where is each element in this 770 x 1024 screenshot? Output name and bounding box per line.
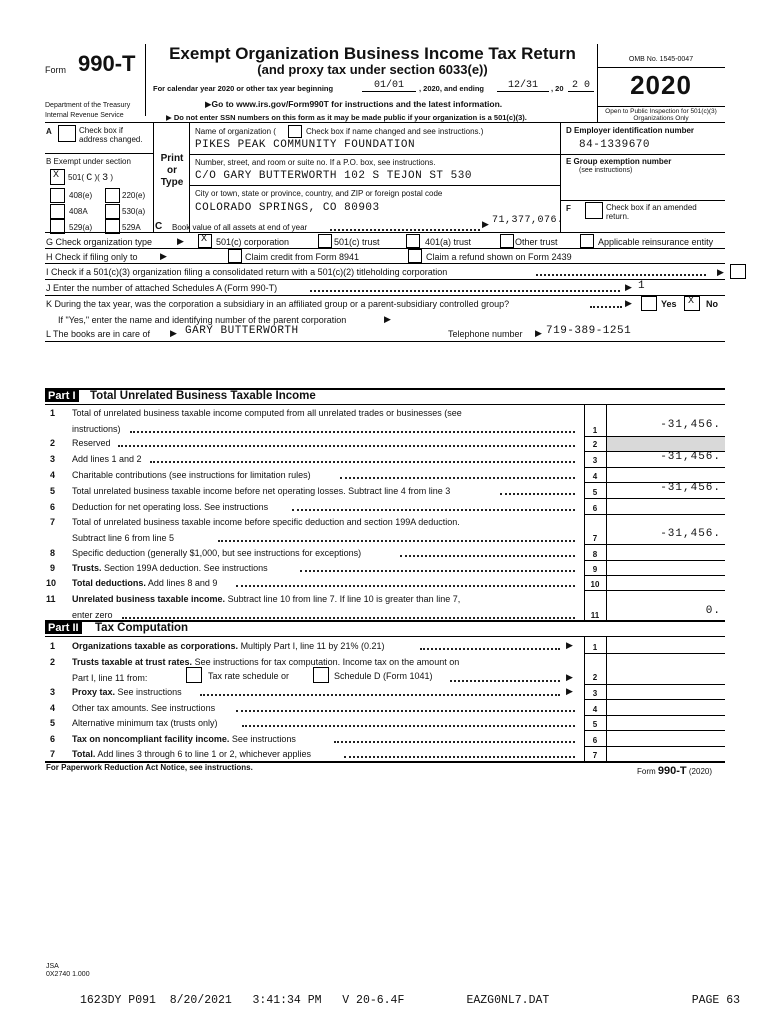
street-value: C/O GARY BUTTERWORTH 102 S TEJON ST 530 xyxy=(195,170,472,182)
name-changed-label: Check box if name changed and see instructions.) xyxy=(306,127,484,136)
p1-line-4-number: 4 xyxy=(50,470,56,480)
reinsurance-label: Applicable reinsurance entity xyxy=(598,237,714,247)
530a-label: 530(a) xyxy=(122,207,146,216)
open-to-public: Open to Public Inspection for 501(c)(3) Organizations Only xyxy=(605,108,717,122)
telephone-value: 719-389-1251 xyxy=(546,325,632,337)
p1-line-5-amount: -31,456. xyxy=(660,482,721,494)
other-trust-label: Other trust xyxy=(515,237,558,247)
p2-line-4-number: 4 xyxy=(50,703,56,713)
book-value: 71,377,076. xyxy=(492,215,564,226)
label-a: A xyxy=(46,127,52,136)
p2-line-7-number: 7 xyxy=(50,749,56,759)
p2-line-5-number: 5 xyxy=(50,718,56,728)
form-number: 990-T xyxy=(78,51,136,76)
page-number: PAGE 63 xyxy=(691,994,740,1007)
subsidiary-no-label: No xyxy=(706,299,718,309)
subsidiary-no-checkbox[interactable]: X xyxy=(684,296,700,311)
paperwork-notice: For Paperwork Reduction Act Notice, see instructions. xyxy=(46,763,253,772)
form-word: Form xyxy=(45,65,66,75)
label-c: C xyxy=(155,221,163,232)
p2-line-1-text: Organizations taxable as corporations. Multiply Part I, line 11 by 21% (0.21) xyxy=(72,641,385,651)
consolidated-return-checkbox[interactable] xyxy=(730,264,746,279)
jsa-label: JSA xyxy=(46,963,59,970)
p2-line-6-text: Tax on noncompliant facility income. See instructions xyxy=(72,734,296,744)
print-line: 1623DY P091 8/20/2021 3:41:34 PM V 20-6.4F EAZG0NL7.DAT xyxy=(80,994,550,1007)
address-changed-label: Check box if address changed. xyxy=(79,126,143,144)
begin-date: 01/01 xyxy=(362,80,416,92)
book-value-label: Book value of all assets at end of year xyxy=(172,223,308,232)
l-label: L The books are in care of xyxy=(46,329,151,339)
p2-line-2-number: 2 xyxy=(50,657,56,667)
exempt-under-label: B Exempt under section xyxy=(46,157,131,166)
p2-line-1-number: 1 xyxy=(50,641,56,651)
p1-line-11-text2: enter zero xyxy=(72,610,113,620)
501c-corp-checkbox[interactable]: X xyxy=(198,234,212,248)
street-label: Number, street, and room or suite no. If a P.O. box, see instructions. xyxy=(195,158,436,167)
p1-line-3-text: Add lines 1 and 2 xyxy=(72,454,142,464)
omb-number: OMB No. 1545-0047 xyxy=(628,56,694,63)
city-value: COLORADO SPRINGS, CO 80903 xyxy=(195,202,380,214)
p1-line-2-number: 2 xyxy=(50,438,56,448)
501c-corp-label: 501(c) corporation xyxy=(216,237,290,247)
group-exemption-sub: (see instructions) xyxy=(579,167,633,174)
schedule-d-checkbox[interactable] xyxy=(313,667,329,683)
ein-value: 84-1339670 xyxy=(579,139,651,151)
p2-line-2-text: Trusts taxable at trust rates. See instructions for tax computation. Income tax on the amount on xyxy=(72,657,460,667)
g-label: G Check organization type xyxy=(46,237,153,247)
dept-treasury: Department of the Treasury xyxy=(45,102,131,109)
subsidiary-yes-label: Yes xyxy=(661,299,677,309)
p1-line-5-text: Total unrelated business taxable income before net operating losses. Subtract line 4 from line 3 xyxy=(72,486,451,496)
p1-line-10-number: 10 xyxy=(46,578,57,588)
footer-form-label: Form 990-T (2020) xyxy=(637,765,713,777)
401a-trust-label: 401(a) trust xyxy=(425,237,472,247)
schedule-d-label: Schedule D (Form 1041) xyxy=(334,671,433,681)
p1-line-5-number: 5 xyxy=(50,486,56,496)
tax-rate-schedule-checkbox[interactable] xyxy=(186,667,202,683)
year-tail: 2 0 xyxy=(568,80,594,92)
408a-checkbox[interactable] xyxy=(50,204,65,219)
p2-line-6-number: 6 xyxy=(50,734,56,744)
501-text: 501( C )( 3 ) xyxy=(68,173,113,184)
501c-trust-checkbox[interactable] xyxy=(318,234,332,248)
501c-trust-label: 501(c) trust xyxy=(334,237,380,247)
part1-title: Total Unrelated Business Taxable Income xyxy=(90,390,316,402)
p2-line-7-text: Total. Add lines 3 through 6 to line 1 or 2, whichever applies xyxy=(72,749,311,759)
name-changed-checkbox[interactable] xyxy=(288,125,302,138)
p1-line-4-text: Charitable contributions (see instructions for limitation rules) xyxy=(72,470,311,480)
form-8941-checkbox[interactable] xyxy=(228,249,242,263)
p1-line-11-amount: 0. xyxy=(705,605,721,617)
part1-label: Part I xyxy=(45,390,79,402)
408e-label: 408(e) xyxy=(69,191,93,200)
p2-line-5-text: Alternative minimum tax (trusts only) xyxy=(72,718,218,728)
city-label: City or town, state or province, country, and ZIP or foreign postal code xyxy=(195,189,443,198)
i-label: I Check if a 501(c)(3) organization filing a consolidated return with a 501(c)(2) titleholding corporation xyxy=(46,267,448,277)
501-checkbox[interactable]: X xyxy=(50,169,65,185)
p1-line-11-number: 11 xyxy=(46,594,56,604)
form-2439-checkbox[interactable] xyxy=(408,249,422,263)
401a-trust-checkbox[interactable] xyxy=(406,234,420,248)
p1-line-1-amount: -31,456. xyxy=(660,419,721,431)
529a-label: 529(a) xyxy=(69,223,93,232)
part2-title: Tax Computation xyxy=(95,622,189,634)
k-label: K During the tax year, was the corporation a subsidiary in an affiliated group or a parent-subsidiary controlled group? xyxy=(46,299,510,309)
amended-return-checkbox[interactable] xyxy=(585,202,603,219)
other-trust-checkbox[interactable] xyxy=(500,234,514,248)
group-exemption-label: E Group exemption number xyxy=(566,157,672,166)
part2-label: Part II xyxy=(45,622,82,634)
form-2439-label: Claim a refund shown on Form 2439 xyxy=(426,252,572,262)
p2-line-3-text: Proxy tax. See instructions xyxy=(72,687,182,697)
telephone-label: Telephone number xyxy=(448,329,523,339)
subsidiary-yes-checkbox[interactable] xyxy=(641,296,657,311)
form-subtitle: (and proxy tax under section 6033(e)) xyxy=(257,62,488,77)
mid-text: , 2020, and ending xyxy=(419,84,485,93)
ein-label: D Employer identification number xyxy=(566,126,695,135)
tax-year: 2020 xyxy=(630,70,692,100)
p1-line-7-text2: Subtract line 6 from line 5 xyxy=(72,533,175,543)
408a-label: 408A xyxy=(69,207,88,216)
p1-line-1-text: Total of unrelated business taxable income computed from all unrelated trades or businesses (see xyxy=(72,408,462,418)
address-changed-checkbox[interactable] xyxy=(58,125,76,142)
dept-irs: Internal Revenue Service xyxy=(45,112,124,119)
p1-line-2-shaded xyxy=(607,437,725,451)
amended-return-label: Check box if an amended return. xyxy=(606,203,697,221)
schedules-count: 1 xyxy=(638,280,645,292)
p1-line-9-text: Trusts. Section 199A deduction. See instructions xyxy=(72,563,268,573)
p1-line-1-number: 1 xyxy=(50,408,56,418)
tax-rate-schedule-label: Tax rate schedule or xyxy=(208,671,290,681)
org-name-value: PIKES PEAK COMMUNITY FOUNDATION xyxy=(195,139,416,151)
end-date: 12/31 xyxy=(497,80,549,92)
p1-line-10-text: Total deductions. Add lines 8 and 9 xyxy=(72,578,218,588)
p1-line-7-amount: -31,456. xyxy=(660,528,721,540)
h-label: H Check if filing only to xyxy=(46,252,138,262)
form-8941-label: Claim credit from Form 8941 xyxy=(245,252,360,262)
form-title: Exempt Organization Business Income Tax Return xyxy=(169,44,576,63)
year-tail-prefix: , 20 xyxy=(551,84,564,93)
goto-instructions: ▶Go to www.irs.gov/Form990T for instructions and the latest information. xyxy=(205,99,503,109)
p1-line-9-number: 9 xyxy=(50,563,56,573)
j-label: J Enter the number of attached Schedules A (Form 990-T) xyxy=(46,283,278,293)
p1-line-2-text: Reserved xyxy=(72,438,111,448)
calendar-prefix: For calendar year 2020 or other tax year beginning xyxy=(153,84,334,93)
k-sub-label: If "Yes," enter the name and identifying number of the parent corporation xyxy=(58,315,347,325)
print-or-type: Print or Type xyxy=(160,153,184,188)
p1-line-8-number: 8 xyxy=(50,548,56,558)
p1-line-3-number: 3 xyxy=(50,454,56,464)
p1-line-6-text: Deduction for net operating loss. See instructions xyxy=(72,502,269,512)
label-f: F xyxy=(566,204,571,213)
p2-line-4-text: Other tax amounts. See instructions xyxy=(72,703,216,713)
p1-line-7-number: 7 xyxy=(50,517,56,527)
p2-line-3-number: 3 xyxy=(50,687,56,697)
530a-checkbox[interactable] xyxy=(105,204,120,219)
reinsurance-checkbox[interactable] xyxy=(580,234,594,248)
529a-s-label: 529A xyxy=(122,223,141,232)
p1-line-3-amount: -31,456. xyxy=(660,451,721,463)
220e-checkbox[interactable] xyxy=(105,188,120,203)
408e-checkbox[interactable] xyxy=(50,188,65,203)
p1-line-7-text: Total of unrelated business taxable income before specific deduction and section 199A deduction. xyxy=(72,517,460,527)
org-name-label: Name of organization ( xyxy=(195,127,276,136)
ssn-warning: ▶ Do not enter SSN numbers on this form as it may be made public if your organization is a 501(c)(3). xyxy=(166,113,527,122)
220e-label: 220(e) xyxy=(122,191,146,200)
p1-line-11-text: Unrelated business taxable income. Subtract line 10 from line 7. If line 10 is greater than line 7, xyxy=(72,594,461,604)
jsa-code: 0X2740 1.000 xyxy=(46,971,90,978)
books-in-care-of: GARY BUTTERWORTH xyxy=(185,325,299,337)
p2-line-2-text2: Part I, line 11 from: xyxy=(72,673,148,683)
p1-line-1-text2: instructions) xyxy=(72,424,121,434)
p1-line-6-number: 6 xyxy=(50,502,56,512)
p1-line-8-text: Specific deduction (generally $1,000, but see instructions for exceptions) xyxy=(72,548,362,558)
